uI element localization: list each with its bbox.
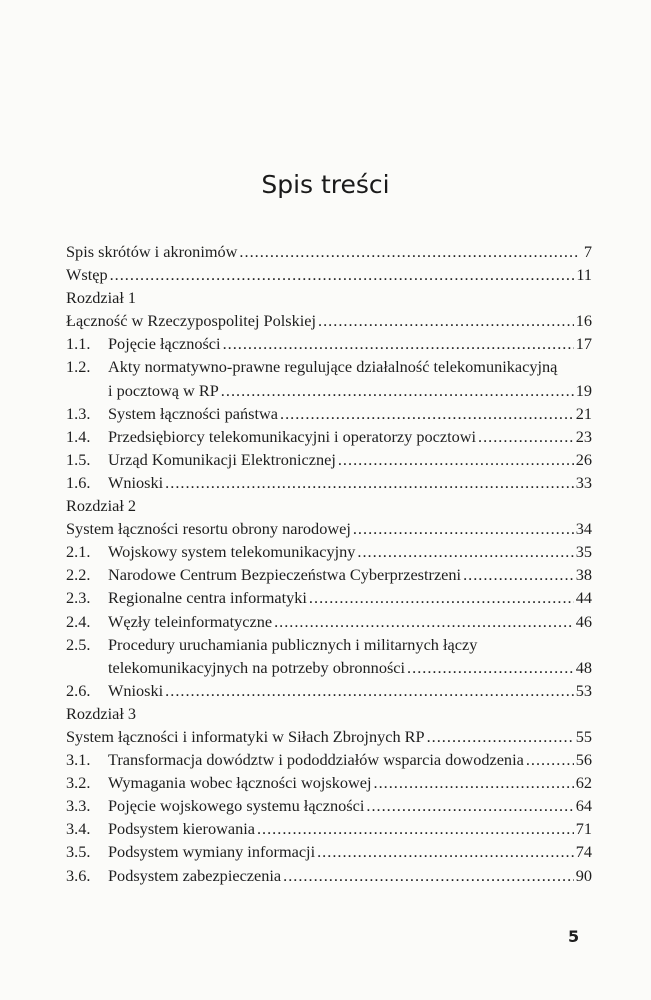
toc-entry[interactable] [66,448,592,471]
entry-number: 3.2. [66,773,91,793]
entry-number: 2.4. [66,611,91,631]
dot-leader [223,332,574,355]
entry-number: 1.4. [66,426,91,446]
dot-leader [463,563,574,586]
dot-leader [366,794,573,817]
toc-entry[interactable] [66,840,592,863]
toc-entry[interactable] [66,586,592,609]
entry-number: 1.5. [66,449,91,469]
entry-number: 3.6. [66,865,91,885]
entry-page: 16 [575,311,592,331]
dot-leader [221,379,574,402]
entry-title: Rozdział 1 [66,288,137,308]
toc-entry[interactable] [66,794,592,817]
entry-title: Wymagania wobec łączności wojskowej [108,773,372,793]
entry-title: Przedsiębiorcy telekomunikacyjni i operatorzy pocztowi [108,426,477,446]
toc-entry[interactable] [66,864,592,887]
toc-entry[interactable] [66,817,592,840]
dot-leader [274,610,574,633]
dot-leader [407,656,574,679]
dot-leader [110,263,575,286]
toc-entry-continuation [66,379,592,402]
dot-leader [526,748,574,771]
entry-title: System łączności państwa [108,403,279,423]
toc-entry[interactable] [66,748,592,771]
entry-title: Pojęcie wojskowego systemu łączności [108,796,365,816]
entry-number: 2.1. [66,542,91,562]
toc-entry[interactable] [66,263,592,286]
entry-page: 21 [575,403,592,423]
entry-title: Transformacja dowództw i pododdziałów wsparcia dowodzenia [108,750,524,770]
dot-leader [257,817,574,840]
dot-leader [338,448,574,471]
toc-entry[interactable] [66,679,592,702]
toc-entry[interactable] [66,610,592,633]
toc-entry[interactable] [66,725,592,748]
entry-page: 48 [575,657,592,677]
entry-page: 53 [575,680,592,700]
entry-number: 3.1. [66,750,91,770]
entry-page: 44 [575,588,592,608]
entry-title: System łączności i informatyki w Siłach Zbrojnych RP [66,726,425,746]
entry-page: 7 [583,242,592,261]
table-of-contents [66,240,592,887]
entry-page: 71 [575,819,592,839]
dot-leader [318,309,574,332]
entry-page: 34 [575,519,592,539]
entry-title: Wnioski [108,472,164,492]
dot-leader [478,425,574,448]
entry-page: 26 [575,449,592,469]
entry-title: Spis skrótów i akronimów [66,242,238,261]
entry-title: Regionalne centra informatyki [108,588,307,608]
dot-leader [374,771,574,794]
entry-title: Narodowe Centrum Bezpieczeństwa Cyberprzestrzeni [108,565,462,585]
entry-page: 38 [575,565,592,585]
entry-number: 2.6. [66,680,91,700]
entry-page: 33 [575,472,592,492]
entry-title: Wstęp [66,265,108,285]
page-title: Spis treści [261,170,390,199]
entry-title: Łączność w Rzeczypospolitej Polskiej [66,311,317,331]
toc-entry[interactable] [66,355,592,378]
toc-entry[interactable] [66,309,592,332]
dot-leader [165,679,574,702]
entry-number: 3.5. [66,842,91,862]
entry-title: System łączności resortu obrony narodowej [66,519,351,539]
entry-title: Pojęcie łączności [108,334,221,354]
dot-leader [317,840,574,863]
dot-leader [309,586,574,609]
dot-leader [283,864,574,887]
entry-number: 1.6. [66,472,91,492]
entry-page: 90 [575,865,592,885]
dot-leader [280,402,574,425]
entry-page: 17 [575,334,592,354]
toc-entry[interactable] [66,471,592,494]
entry-number: 3.4. [66,819,91,839]
entry-title: Podsystem zabezpieczenia [108,865,282,885]
entry-number: 1.2. [66,357,91,377]
entry-page: 64 [575,796,592,816]
entry-number: 3.3. [66,796,91,816]
page-number: 5 [568,927,580,946]
entry-title: Akty normatywno-prawne regulujące działalność telekomunikacyjną [108,357,558,377]
entry-title: Rozdział 3 [66,703,137,723]
entry-number: 2.3. [66,588,91,608]
entry-number: 1.1. [66,334,91,354]
entry-title: Wnioski [108,680,164,700]
dot-leader [239,240,580,263]
entry-title: Procedury uruchamiania publicznych i militarnych łączy [108,634,478,654]
toc-entry[interactable] [66,240,592,263]
chapter-heading[interactable] [66,286,592,309]
entry-title: Urząd Komunikacji Elektronicznej [108,449,336,469]
toc-entry[interactable] [66,540,592,563]
entry-page: 56 [575,750,592,770]
dot-leader [353,517,574,540]
toc-entry[interactable] [66,563,592,586]
toc-entry[interactable] [66,402,592,425]
chapter-heading[interactable] [66,494,592,517]
entry-title: Podsystem kierowania [108,819,255,839]
dot-leader [357,540,573,563]
entry-number: 2.5. [66,634,91,654]
entry-number: 2.2. [66,565,91,585]
entry-title: Wojskowy system telekomunikacyjny [108,542,356,562]
dot-leader [427,725,574,748]
entry-title-continuation: i pocztową w RP [108,380,219,400]
entry-title: Rozdział 2 [66,496,137,516]
entry-page: 19 [575,380,592,400]
toc-entry[interactable] [66,332,592,355]
entry-title-continuation: telekomunikacyjnych na potrzeby obronności [108,657,406,677]
entry-page: 55 [575,726,592,746]
entry-number: 1.3. [66,403,91,423]
toc-entry-continuation [66,656,592,679]
entry-page: 74 [575,842,592,862]
entry-page: 11 [576,265,592,285]
entry-page: 62 [575,773,592,793]
toc-entry[interactable] [66,425,592,448]
entry-title: Podsystem wymiany informacji [108,842,316,862]
entry-page: 35 [575,542,592,562]
dot-leader [165,471,574,494]
chapter-heading[interactable] [66,702,592,725]
toc-entry[interactable] [66,517,592,540]
entry-page: 23 [575,426,592,446]
toc-entry[interactable] [66,771,592,794]
toc-entry[interactable] [66,633,592,656]
entry-title: Węzły teleinformatyczne [108,611,273,631]
entry-page: 46 [575,611,592,631]
